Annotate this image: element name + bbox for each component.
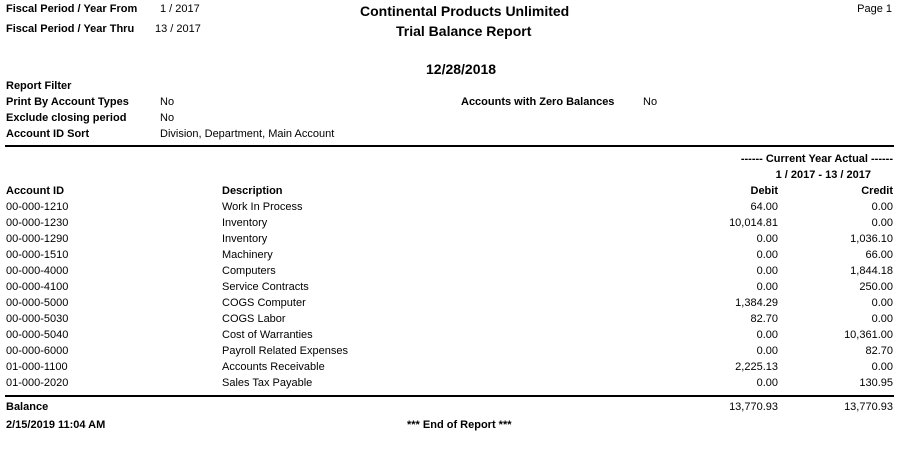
description-cell: Work In Process — [222, 201, 303, 213]
table-row — [0, 297, 899, 313]
account-id-cell: 00-000-1230 — [6, 217, 69, 229]
report-date: 12/28/2018 — [426, 61, 497, 77]
exclude-closing-value: No — [160, 112, 175, 124]
credit-cell: 250.00 — [859, 281, 893, 293]
account-id-cell: 00-000-4000 — [6, 265, 69, 277]
table-row — [0, 249, 899, 265]
print-by-value: No — [160, 96, 175, 108]
table-row — [0, 377, 899, 393]
totals-rule — [5, 395, 894, 397]
account-id-cell: 00-000-1210 — [6, 201, 69, 213]
table-row — [0, 329, 899, 345]
credit-cell: 0.00 — [871, 297, 893, 309]
debit-cell: 0.00 — [756, 265, 778, 277]
debit-cell: 64.00 — [750, 201, 778, 213]
description-cell: Sales Tax Payable — [222, 377, 313, 389]
print-by-label: Print By Account Types — [6, 96, 129, 108]
description-cell: Machinery — [222, 249, 273, 261]
account-id-cell: 00-000-5000 — [6, 297, 69, 309]
credit-cell: 1,036.10 — [850, 233, 893, 245]
fiscal-thru-label: Fiscal Period / Year Thru — [6, 23, 135, 35]
zero-balances-label: Accounts with Zero Balances — [461, 96, 615, 108]
credit-cell: 130.95 — [859, 377, 893, 389]
printed-timestamp: 2/15/2019 11:04 AM — [6, 419, 106, 431]
table-row — [0, 265, 899, 281]
debit-cell: 0.00 — [756, 281, 778, 293]
description-cell: Cost of Warranties — [222, 329, 313, 341]
table-row — [0, 217, 899, 233]
report-filter-title: Report Filter — [6, 80, 72, 92]
debit-cell: 2,225.13 — [735, 361, 778, 373]
description-cell: Computers — [222, 265, 276, 277]
credit-cell: 0.00 — [871, 313, 893, 325]
description-cell: Service Contracts — [222, 281, 309, 293]
debit-cell: 0.00 — [756, 233, 778, 245]
account-sort-value: Division, Department, Main Account — [160, 128, 335, 140]
credit-cell: 66.00 — [865, 249, 893, 261]
table-row — [0, 313, 899, 329]
debit-cell: 1,384.29 — [735, 297, 778, 309]
col-debit: Debit — [750, 185, 778, 197]
account-id-cell: 00-000-6000 — [6, 345, 69, 357]
balance-label: Balance — [6, 401, 49, 413]
account-id-cell: 00-000-5030 — [6, 313, 69, 325]
credit-cell: 0.00 — [871, 217, 893, 229]
description-cell: COGS Labor — [222, 313, 286, 325]
end-of-report: *** End of Report *** — [407, 419, 512, 431]
report-title: Trial Balance Report — [396, 23, 532, 39]
balance-credit: 13,770.93 — [844, 401, 893, 413]
col-credit: Credit — [861, 185, 893, 197]
debit-cell: 0.00 — [756, 329, 778, 341]
account-id-cell: 00-000-4100 — [6, 281, 69, 293]
description-cell: Inventory — [222, 217, 268, 229]
period-range: 1 / 2017 - 13 / 2017 — [775, 169, 871, 181]
fiscal-thru-value: 13 / 2017 — [155, 23, 201, 35]
company-name: Continental Products Unlimited — [360, 3, 570, 19]
fiscal-from-label: Fiscal Period / Year From — [6, 3, 138, 15]
fiscal-from-value: 1 / 2017 — [160, 3, 200, 15]
credit-cell: 0.00 — [871, 361, 893, 373]
credit-cell: 10,361.00 — [844, 329, 893, 341]
credit-cell: 82.70 — [865, 345, 893, 357]
account-id-cell: 01-000-1100 — [6, 361, 68, 373]
description-cell: Payroll Related Expenses — [222, 345, 348, 357]
table-row — [0, 281, 899, 297]
table-row — [0, 201, 899, 217]
col-description: Description — [222, 185, 283, 197]
debit-cell: 0.00 — [756, 345, 778, 357]
table-row — [0, 233, 899, 249]
page-number: Page 1 — [857, 3, 892, 15]
account-id-cell: 01-000-2020 — [6, 377, 69, 389]
debit-cell: 0.00 — [756, 249, 778, 261]
credit-cell: 0.00 — [871, 201, 893, 213]
col-account-id: Account ID — [6, 185, 65, 197]
debit-cell: 0.00 — [756, 377, 778, 389]
balance-debit: 13,770.93 — [729, 401, 778, 413]
credit-cell: 1,844.18 — [850, 265, 893, 277]
account-id-cell: 00-000-1290 — [6, 233, 69, 245]
description-cell: COGS Computer — [222, 297, 306, 309]
account-id-cell: 00-000-1510 — [6, 249, 69, 261]
account-id-cell: 00-000-5040 — [6, 329, 69, 341]
current-year-header: ------ Current Year Actual ------ — [740, 153, 893, 165]
account-sort-label: Account ID Sort — [6, 128, 90, 140]
table-row — [0, 361, 899, 377]
description-cell: Accounts Receivable — [222, 361, 325, 373]
debit-cell: 10,014.81 — [729, 217, 778, 229]
debit-cell: 82.70 — [750, 313, 778, 325]
description-cell: Inventory — [222, 233, 268, 245]
header-rule — [5, 145, 894, 147]
zero-balances-value: No — [643, 96, 658, 108]
exclude-closing-label: Exclude closing period — [6, 112, 127, 124]
table-row — [0, 345, 899, 361]
